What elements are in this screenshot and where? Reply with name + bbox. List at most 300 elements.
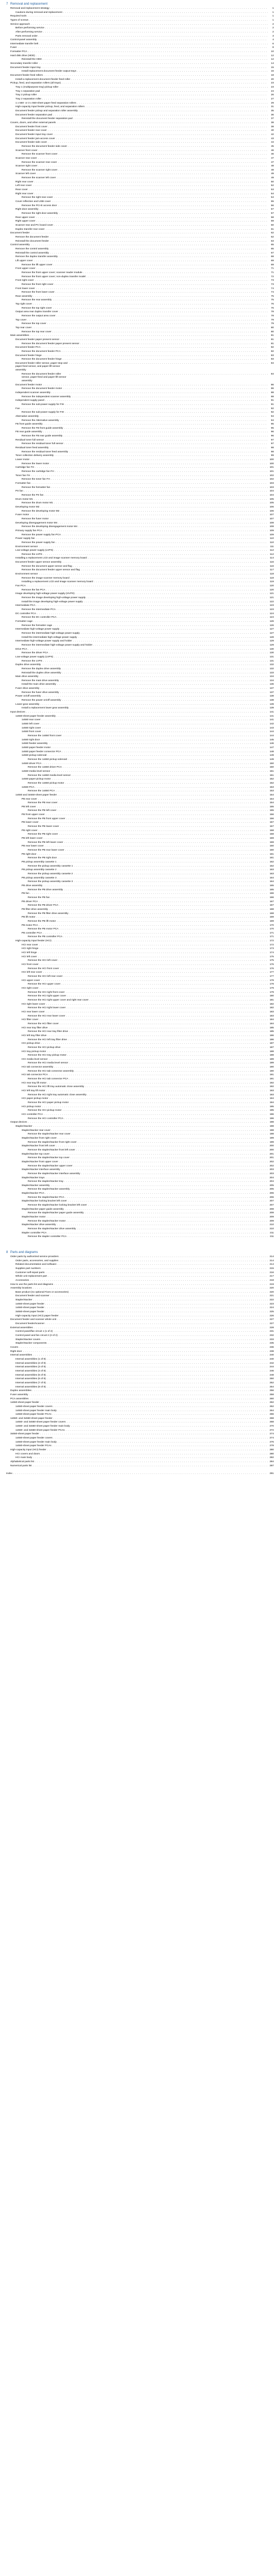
toc-entry[interactable] <box>6 967 274 971</box>
toc-entry[interactable] <box>6 362 274 372</box>
toc-entry[interactable] <box>6 1199 274 1204</box>
toc-entry[interactable] <box>6 133 274 137</box>
toc-entry[interactable] <box>6 549 274 553</box>
toc-entry[interactable] <box>6 1014 274 1019</box>
toc-entry[interactable] <box>6 1448 274 1452</box>
toc-entry[interactable] <box>6 501 274 505</box>
toc-entry[interactable] <box>6 955 274 959</box>
toc-entry[interactable] <box>6 14 274 19</box>
toc-entry[interactable] <box>6 240 274 244</box>
toc-entry[interactable] <box>6 774 274 778</box>
toc-entry[interactable] <box>6 271 274 275</box>
toc-entry[interactable] <box>6 553 274 557</box>
toc-entry[interactable] <box>6 1271 274 1275</box>
toc-entry[interactable] <box>6 1030 274 1034</box>
toc-entry[interactable] <box>6 279 274 283</box>
toc-entry[interactable] <box>6 667 274 671</box>
toc-entry[interactable] <box>6 372 274 383</box>
toc-entry[interactable] <box>6 533 274 537</box>
toc-entry[interactable] <box>6 939 274 943</box>
toc-entry[interactable] <box>6 46 274 50</box>
toc-entry[interactable] <box>6 1160 274 1164</box>
toc-entry[interactable] <box>6 164 274 168</box>
toc-entry[interactable] <box>6 1286 274 1291</box>
toc-entry[interactable] <box>6 1389 274 1393</box>
toc-entry[interactable] <box>6 454 274 458</box>
toc-entry[interactable] <box>6 38 274 42</box>
toc-entry[interactable] <box>6 1436 274 1440</box>
toc-entry[interactable] <box>6 1105 274 1109</box>
toc-entry[interactable] <box>6 216 274 220</box>
toc-entry[interactable] <box>6 458 274 462</box>
toc-entry[interactable] <box>6 1211 274 1215</box>
toc-entry[interactable] <box>6 1061 274 1065</box>
toc-entry[interactable] <box>6 411 274 415</box>
toc-entry[interactable] <box>6 1073 274 1077</box>
toc-entry[interactable] <box>6 1432 274 1436</box>
toc-entry[interactable] <box>6 1302 274 1307</box>
toc-entry[interactable] <box>6 117 274 121</box>
toc-entry[interactable] <box>6 1420 274 1425</box>
toc-entry[interactable] <box>6 1188 274 1192</box>
toc-entry[interactable] <box>6 129 274 133</box>
toc-entry[interactable] <box>6 738 274 742</box>
toc-entry[interactable] <box>6 931 274 936</box>
toc-entry[interactable] <box>6 1255 274 1259</box>
toc-entry[interactable] <box>6 1456 274 1460</box>
toc-entry[interactable] <box>6 212 274 216</box>
toc-entry[interactable] <box>6 742 274 746</box>
toc-entry[interactable] <box>6 844 274 849</box>
toc-entry[interactable] <box>6 1259 274 1263</box>
toc-entry[interactable] <box>6 860 274 865</box>
toc-entry[interactable] <box>6 998 274 1003</box>
toc-entry[interactable] <box>6 1176 274 1180</box>
toc-entry[interactable] <box>6 176 274 180</box>
toc-entry[interactable] <box>6 632 274 636</box>
toc-entry[interactable] <box>6 228 274 232</box>
toc-entry[interactable] <box>6 498 274 502</box>
toc-entry[interactable] <box>6 231 274 235</box>
toc-entry[interactable] <box>6 489 274 494</box>
toc-entry[interactable] <box>6 415 274 419</box>
toc-entry[interactable] <box>6 26 274 30</box>
toc-entry[interactable] <box>6 1010 274 1014</box>
toc-entry[interactable] <box>6 659 274 664</box>
toc-entry[interactable] <box>6 1156 274 1160</box>
toc-entry[interactable] <box>6 655 274 659</box>
toc-entry[interactable] <box>6 427 274 431</box>
toc-entry[interactable] <box>6 1223 274 1227</box>
toc-entry[interactable] <box>6 872 274 876</box>
toc-entry[interactable] <box>6 513 274 517</box>
toc-entry[interactable] <box>6 1425 274 1429</box>
toc-entry[interactable] <box>6 982 274 987</box>
toc-entry[interactable] <box>6 168 274 173</box>
toc-entry[interactable] <box>6 994 274 998</box>
toc-entry[interactable] <box>6 1148 274 1153</box>
toc-entry[interactable] <box>6 959 274 963</box>
toc-entry[interactable] <box>6 798 274 802</box>
toc-entry[interactable] <box>6 1283 274 1287</box>
toc-entry[interactable] <box>6 565 274 569</box>
toc-entry[interactable] <box>6 318 274 323</box>
toc-entry[interactable] <box>6 675 274 679</box>
toc-entry[interactable] <box>6 354 274 358</box>
toc-entry[interactable] <box>6 620 274 624</box>
toc-entry[interactable] <box>6 612 274 616</box>
toc-entry[interactable] <box>6 1058 274 1062</box>
toc-entry[interactable] <box>6 1417 274 1421</box>
toc-entry[interactable] <box>6 1291 274 1295</box>
toc-entry[interactable] <box>6 1129 274 1133</box>
toc-entry[interactable] <box>6 161 274 165</box>
toc-entry[interactable] <box>6 588 274 592</box>
toc-entry[interactable] <box>6 342 274 346</box>
toc-entry[interactable] <box>6 1077 274 1081</box>
toc-entry[interactable] <box>6 438 274 443</box>
toc-entry-index[interactable] <box>6 1472 274 1476</box>
toc-entry[interactable] <box>6 283 274 287</box>
toc-entry[interactable] <box>6 577 274 581</box>
toc-entry[interactable] <box>6 643 274 648</box>
toc-entry[interactable] <box>6 450 274 454</box>
toc-entry[interactable] <box>6 545 274 549</box>
toc-entry[interactable] <box>6 251 274 256</box>
toc-entry[interactable] <box>6 125 274 129</box>
toc-entry[interactable] <box>6 1358 274 1362</box>
toc-entry[interactable] <box>6 837 274 841</box>
toc-entry[interactable] <box>6 113 274 117</box>
toc-entry[interactable] <box>6 1440 274 1445</box>
toc-entry[interactable] <box>6 86 274 90</box>
toc-entry[interactable] <box>6 1109 274 1113</box>
toc-entry[interactable] <box>6 608 274 612</box>
toc-entry[interactable] <box>6 66 274 70</box>
toc-entry[interactable] <box>6 584 274 588</box>
toc-entry[interactable] <box>6 419 274 423</box>
toc-entry[interactable] <box>6 868 274 872</box>
toc-entry[interactable] <box>6 1003 274 1007</box>
toc-entry[interactable] <box>6 703 274 707</box>
toc-entry[interactable] <box>6 1065 274 1070</box>
toc-entry[interactable] <box>6 121 274 125</box>
toc-entry[interactable] <box>6 920 274 924</box>
toc-entry[interactable] <box>6 188 274 192</box>
toc-entry[interactable] <box>6 192 274 196</box>
toc-entry[interactable] <box>6 805 274 809</box>
toc-entry[interactable] <box>6 486 274 490</box>
toc-entry[interactable] <box>6 951 274 955</box>
toc-entry[interactable] <box>6 1310 274 1314</box>
toc-entry[interactable] <box>6 537 274 541</box>
toc-entry[interactable] <box>6 758 274 762</box>
toc-entry[interactable] <box>6 975 274 979</box>
toc-entry[interactable] <box>6 829 274 833</box>
toc-entry[interactable] <box>6 346 274 350</box>
toc-entry[interactable] <box>6 291 274 295</box>
toc-entry[interactable] <box>6 777 274 782</box>
toc-entry[interactable] <box>6 789 274 793</box>
toc-entry[interactable] <box>6 105 274 109</box>
toc-entry[interactable] <box>6 482 274 486</box>
toc-entry[interactable] <box>6 1097 274 1101</box>
toc-entry[interactable] <box>6 81 274 86</box>
toc-entry[interactable] <box>6 1168 274 1172</box>
toc-entry[interactable] <box>6 1137 274 1141</box>
toc-entry[interactable] <box>6 1413 274 1417</box>
toc-entry[interactable] <box>6 1054 274 1058</box>
toc-entry[interactable] <box>6 54 274 58</box>
toc-entry[interactable] <box>6 78 274 82</box>
toc-entry[interactable] <box>6 924 274 928</box>
toc-entry[interactable] <box>6 157 274 161</box>
toc-entry[interactable] <box>6 1326 274 1330</box>
toc-entry[interactable] <box>6 876 274 880</box>
toc-entry[interactable] <box>6 1006 274 1010</box>
toc-entry[interactable] <box>6 1034 274 1038</box>
toc-entry[interactable] <box>6 541 274 545</box>
toc-entry[interactable] <box>6 679 274 683</box>
toc-entry[interactable] <box>6 529 274 533</box>
toc-entry[interactable] <box>6 1369 274 1374</box>
toc-entry[interactable] <box>6 1192 274 1196</box>
toc-entry[interactable] <box>6 521 274 526</box>
toc-entry[interactable] <box>6 50 274 54</box>
toc-entry[interactable] <box>6 849 274 853</box>
toc-entry[interactable] <box>6 1215 274 1219</box>
toc-entry[interactable] <box>6 1263 274 1267</box>
toc-entry[interactable] <box>6 1093 274 1097</box>
toc-entry[interactable] <box>6 219 274 224</box>
toc-entry[interactable] <box>6 1018 274 1022</box>
toc-entry[interactable] <box>6 196 274 200</box>
toc-entry[interactable] <box>6 687 274 691</box>
toc-entry[interactable] <box>6 750 274 754</box>
toc-entry[interactable] <box>6 322 274 326</box>
toc-entry[interactable] <box>6 11 274 15</box>
toc-entry[interactable] <box>6 1275 274 1279</box>
toc-entry[interactable] <box>6 1153 274 1157</box>
toc-entry[interactable] <box>6 1042 274 1046</box>
toc-entry[interactable] <box>6 782 274 786</box>
toc-entry[interactable] <box>6 1338 274 1342</box>
toc-entry[interactable] <box>6 93 274 97</box>
toc-entry[interactable] <box>6 1444 274 1448</box>
toc-entry[interactable] <box>6 30 274 35</box>
toc-entry[interactable] <box>6 295 274 299</box>
toc-entry[interactable] <box>6 580 274 584</box>
toc-entry[interactable] <box>6 1409 274 1413</box>
toc-entry[interactable] <box>6 145 274 149</box>
toc-entry[interactable] <box>6 568 274 572</box>
toc-entry[interactable] <box>6 1381 274 1385</box>
toc-entry[interactable] <box>6 1452 274 1456</box>
toc-entry[interactable] <box>6 1429 274 1433</box>
toc-entry[interactable] <box>6 387 274 391</box>
toc-entry[interactable] <box>6 671 274 675</box>
toc-entry[interactable] <box>6 152 274 157</box>
toc-entry[interactable] <box>6 23 274 27</box>
toc-entry[interactable] <box>6 1184 274 1188</box>
toc-entry[interactable] <box>6 616 274 620</box>
toc-entry[interactable] <box>6 600 274 604</box>
toc-entry[interactable] <box>6 330 274 334</box>
toc-entry[interactable] <box>6 596 274 600</box>
toc-entry[interactable] <box>6 1141 274 1145</box>
toc-entry[interactable] <box>6 628 274 632</box>
toc-entry[interactable] <box>6 1346 274 1350</box>
toc-entry[interactable] <box>6 314 274 318</box>
toc-entry[interactable] <box>6 1081 274 1086</box>
toc-entry[interactable] <box>6 109 274 113</box>
toc-entry[interactable] <box>6 208 274 212</box>
toc-entry[interactable] <box>6 35 274 39</box>
toc-entry[interactable] <box>6 1208 274 1212</box>
toc-entry[interactable] <box>6 888 274 892</box>
toc-entry[interactable] <box>6 1101 274 1105</box>
toc-entry[interactable] <box>6 841 274 845</box>
toc-entry[interactable] <box>6 442 274 446</box>
toc-entry[interactable] <box>6 334 274 338</box>
chapter-heading[interactable] <box>6 2 274 6</box>
toc-entry[interactable] <box>6 1330 274 1334</box>
toc-entry[interactable] <box>6 734 274 738</box>
toc-entry[interactable] <box>6 710 274 715</box>
toc-entry[interactable] <box>6 1219 274 1224</box>
toc-entry[interactable] <box>6 1298 274 1302</box>
toc-entry[interactable] <box>6 1318 274 1322</box>
toc-entry[interactable] <box>6 991 274 995</box>
toc-entry[interactable] <box>6 821 274 825</box>
toc-entry[interactable] <box>6 1314 274 1318</box>
toc-entry[interactable] <box>6 1306 274 1310</box>
toc-entry[interactable] <box>6 722 274 726</box>
toc-entry[interactable] <box>6 302 274 307</box>
toc-entry[interactable] <box>6 935 274 939</box>
toc-entry[interactable] <box>6 904 274 908</box>
toc-entry[interactable] <box>6 639 274 643</box>
toc-entry[interactable] <box>6 1397 274 1401</box>
toc-entry[interactable] <box>6 1204 274 1208</box>
toc-entry[interactable] <box>6 287 274 291</box>
toc-entry[interactable] <box>6 927 274 931</box>
toc-entry[interactable] <box>6 1334 274 1338</box>
toc-entry[interactable] <box>6 572 274 577</box>
toc-entry[interactable] <box>6 200 274 204</box>
toc-entry[interactable] <box>6 1132 274 1137</box>
toc-entry[interactable] <box>6 1405 274 1409</box>
toc-entry[interactable] <box>6 1172 274 1176</box>
toc-entry[interactable] <box>6 793 274 798</box>
toc-entry[interactable] <box>6 971 274 975</box>
toc-entry[interactable] <box>6 943 274 947</box>
toc-entry[interactable] <box>6 556 274 561</box>
toc-entry[interactable] <box>6 422 274 427</box>
toc-entry[interactable] <box>6 243 274 247</box>
toc-entry[interactable] <box>6 1385 274 1389</box>
toc-entry[interactable] <box>6 338 274 342</box>
toc-entry[interactable] <box>6 762 274 766</box>
toc-entry[interactable] <box>6 74 274 78</box>
toc-entry[interactable] <box>6 350 274 354</box>
toc-entry[interactable] <box>6 1374 274 1378</box>
toc-entry[interactable] <box>6 746 274 750</box>
toc-entry[interactable] <box>6 1196 274 1200</box>
toc-entry[interactable] <box>6 856 274 860</box>
toc-entry[interactable] <box>6 892 274 896</box>
toc-entry[interactable] <box>6 1294 274 1298</box>
toc-entry[interactable] <box>6 718 274 722</box>
toc-entry[interactable] <box>6 987 274 991</box>
toc-entry[interactable] <box>6 1125 274 1129</box>
toc-entry[interactable] <box>6 1377 274 1381</box>
toc-entry[interactable] <box>6 730 274 734</box>
toc-entry[interactable] <box>6 833 274 837</box>
toc-entry[interactable] <box>6 141 274 145</box>
toc-entry[interactable] <box>6 462 274 466</box>
chapter-heading[interactable] <box>6 1250 274 1255</box>
toc-entry[interactable] <box>6 636 274 640</box>
toc-entry[interactable] <box>6 383 274 387</box>
toc-entry[interactable] <box>6 470 274 474</box>
toc-entry[interactable] <box>6 247 274 251</box>
toc-entry[interactable] <box>6 766 274 770</box>
toc-entry[interactable] <box>6 884 274 888</box>
toc-entry[interactable] <box>6 651 274 655</box>
toc-entry[interactable] <box>6 1050 274 1054</box>
toc-entry[interactable] <box>6 1235 274 1239</box>
toc-entry[interactable] <box>6 403 274 407</box>
toc-entry[interactable] <box>6 62 274 66</box>
toc-entry[interactable] <box>6 1353 274 1358</box>
toc-entry[interactable] <box>6 1231 274 1235</box>
toc-entry[interactable] <box>6 474 274 478</box>
toc-entry[interactable] <box>6 90 274 94</box>
toc-entry[interactable] <box>6 604 274 608</box>
toc-entry[interactable] <box>6 865 274 869</box>
toc-entry[interactable] <box>6 505 274 510</box>
toc-entry[interactable] <box>6 326 274 330</box>
toc-entry[interactable] <box>6 1460 274 1464</box>
toc-entry[interactable] <box>6 1279 274 1283</box>
toc-entry[interactable] <box>6 592 274 596</box>
toc-entry[interactable] <box>6 683 274 687</box>
toc-entry[interactable] <box>6 307 274 311</box>
toc-entry[interactable] <box>6 726 274 731</box>
toc-entry[interactable] <box>6 1393 274 1397</box>
toc-entry[interactable] <box>6 809 274 813</box>
toc-entry[interactable] <box>6 770 274 774</box>
toc-entry[interactable] <box>6 267 274 271</box>
toc-entry[interactable] <box>6 880 274 884</box>
toc-entry[interactable] <box>6 908 274 912</box>
toc-entry[interactable] <box>6 1365 274 1369</box>
toc-entry[interactable] <box>6 434 274 438</box>
toc-entry[interactable] <box>6 255 274 259</box>
toc-entry[interactable] <box>6 1322 274 1326</box>
toc-entry[interactable] <box>6 947 274 951</box>
toc-entry[interactable] <box>6 1038 274 1042</box>
toc-entry[interactable] <box>6 786 274 790</box>
toc-entry[interactable] <box>6 395 274 399</box>
toc-entry[interactable] <box>6 466 274 470</box>
toc-entry[interactable] <box>6 19 274 23</box>
toc-entry[interactable] <box>6 1227 274 1231</box>
toc-entry[interactable] <box>6 1342 274 1346</box>
toc-entry[interactable] <box>6 979 274 983</box>
toc-entry[interactable] <box>6 70 274 74</box>
